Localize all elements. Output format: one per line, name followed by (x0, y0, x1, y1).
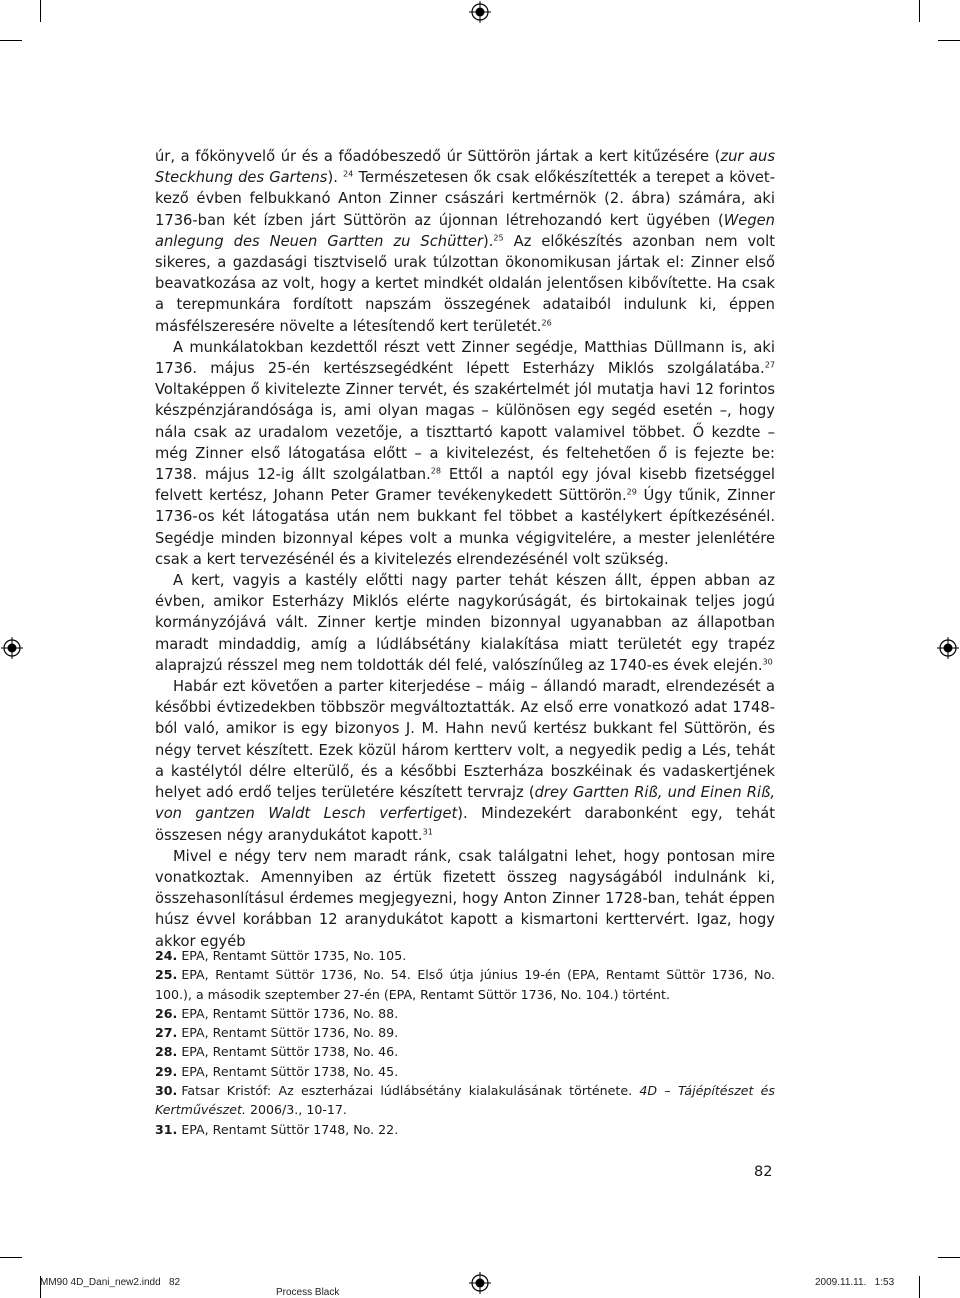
slug-datetime: 2009.11.11. 1:53 (815, 1277, 895, 1288)
footnote-ref[interactable]: 26 (541, 316, 552, 327)
footnote: 28. EPA, Rentamt Süttör 1738, No. 46. (155, 1044, 399, 1060)
slug-filename: MM90 4D_Dani_new2.indd 82 (40, 1277, 181, 1288)
page-number: 82 (754, 1164, 773, 1180)
registration-mark-icon (937, 637, 959, 659)
crop-mark (919, 1276, 920, 1298)
slug-separation: Process Black (276, 1287, 340, 1298)
footnote-ref[interactable]: 31 (422, 825, 433, 836)
footnote-ref[interactable]: 28 (430, 465, 442, 476)
footnote: 24. EPA, Rentamt Süttör 1735, No. 105. (155, 948, 407, 963)
crop-mark (938, 1257, 960, 1258)
footnotes (155, 946, 775, 1139)
footnote-ref[interactable]: 25 (493, 232, 504, 243)
footnote: 31. EPA, Rentamt Süttör 1748, No. 22. (155, 1121, 399, 1137)
footnote: 27. EPA, Rentamt Süttör 1736, No. 89. (155, 1025, 399, 1041)
footnote: 25. EPA, Rentamt Süttör 1736, No. 54. Első útja június 19-én (EPA, Rentamt Süttör 1736, No. 100.), a második szeptember 27-én (EPA, Rentamt Süttör 1736, No. 104.) történt. (155, 967, 775, 1002)
crop-mark (0, 40, 22, 41)
registration-mark-icon (469, 1272, 491, 1294)
crop-mark (0, 1257, 22, 1258)
footnote: 30. Fatsar Kristóf: Az eszterházai lúdlábsétány kialakulásának története. 4D – Tájépítészet és Kertművészet. 2006/3., 10-17. (155, 1083, 775, 1118)
paragraph-3: A kert, vagyis a kastély előtti nagy parter tehát készen állt, éppen abban az évben, amikor Esterházy Miklós elérte nagykorúságát, és birtokainak teljes jogú kormányzójává vált. Zinner kertje minden bizonnyal ugyanabban az állapotban maradt mindaddig, amíg a lúdlábsétány kialakítása miatt területét egy trapéz alaprajzú résszel meg nem toldották dél felé, valószínűleg az 1740-es évek elején.$^{30}$ (155, 572, 775, 674)
body-text (155, 146, 775, 952)
paragraph-1: úr, a főkönyvelő úr és a főadóbeszedő úr Süttörön jártak a kert kitűzésére (zur aus Steckhung des Gartens). $^{24}$ Természetesen ők csak előkészítették a terepet a következő évben felbukkanó Anton Zinner császári kertmérnök (2. ábra) számára, aki 1736-ban két ízben járt Süttörön az újonnan létrehozandó kert ügyében (Wegen anlegung des Neuen Gartten zu Schütter).$^{25}$ Az előkészítés azonban nem volt sikeres, a gazdasági tisztviselő urak túlzottan ökonomikusan jártak el: Zinner első beavatkozása az volt, hogy a kertet mindkét oldalán jelentősen kibővítette. Ha csak a terepmunkára fordított napszám összegének adataiból indulunk ki, éppen másfélszeresére növelte a létesítendő kert területét.$^{26}$ (155, 148, 775, 335)
footnote: 26. EPA, Rentamt Süttör 1736, No. 88. (155, 1005, 399, 1021)
paragraph-4: Habár ezt követően a parter kiterjedése – máig – állandó maradt, elrendezését a későbbi évtizedekben többször megváltoztatták. Az első erre vonatkozó adat 1748-ból való, amikor is egy bizonyos J. M. Hahn nevű kertész bukkant fel Süttörön, és négy tervet készített. Ezek közül három kertterv volt, a negyedik pedig a Lés, tehát a kastélytól délre elterülő, és a későbbi Eszterháza boszkéinak és vadaskertjének helyet adó erdő teljes területére készített tervrajz (drey Gartten Riß, und Einen Riß, von gantzen Waldt Lesch verfertiget). Mindezekért darabonként egy, tehát összesen négy aranydukátot kapott.$^{31}$ (155, 678, 775, 844)
footnote-ref[interactable]: 27 (764, 359, 775, 370)
registration-mark-icon (469, 1, 491, 23)
paragraph-5: Mivel e négy terv nem maradt ránk, csak találgatni lehet, hogy pontosan mire vonatkoztak. Amennyiben az értük fizetett összeg nagyságából indulnánk ki, összehasonlításul érdemes megjegyezni, hogy Anton Zinner 1728-ban, tehát éppen húsz évvel korábban 12 aranydukátot kapott a kismartoni kerttervért. Igaz, hogy akkor egyéb (155, 847, 775, 950)
crop-mark (938, 40, 960, 41)
registration-mark-icon (1, 637, 23, 659)
crop-mark (40, 0, 41, 22)
footnote-ref[interactable]: 24 (343, 168, 354, 179)
footnote: 29. EPA, Rentamt Süttör 1738, No. 45. (155, 1063, 399, 1079)
footnote-ref[interactable]: 30 (762, 656, 773, 667)
paragraph-2: A munkálatokban kezdettől részt vett Zinner segédje, Matthias Düllmann is, aki 1736. május 25-én kertészsegédként lépett Esterházy Miklós szolgálatába.$^{27}$ Voltaképpen ő kivitelezte Zinner tervét, és szakértelmét jól mutatja havi 12 forintos készpénzjárandósága is, ami olyan magas – különösen egy segéd esetén –, hogy nála csak az uradalom vezetője, a tiszttartó kapott valamivel többet. Ő kezdte – még Zinner első látogatása előtt – a kivitelezést, és feltehetően ő is fejezte be: 1738. május 12-ig állt szolgálatban.$^{28}$ Ettől a naptól egy jóval kisebb fizetséggel felvett kertész, Johann Peter Gramer tevékenykedett Süttörön.$^{29}$ Úgy tűnik, Zinner 1736-os két látogatása után nem bukkant fel többet a kastélykert építkezésénél. Segédje minden bizonnyal képes volt a munka végigvitelére, a mester jelenlétére csak a kert tervezésénél és a kivitelezés elrendezésénél volt szükség. (155, 338, 775, 568)
crop-mark (919, 0, 920, 22)
footnote-ref[interactable]: 29 (626, 486, 637, 497)
